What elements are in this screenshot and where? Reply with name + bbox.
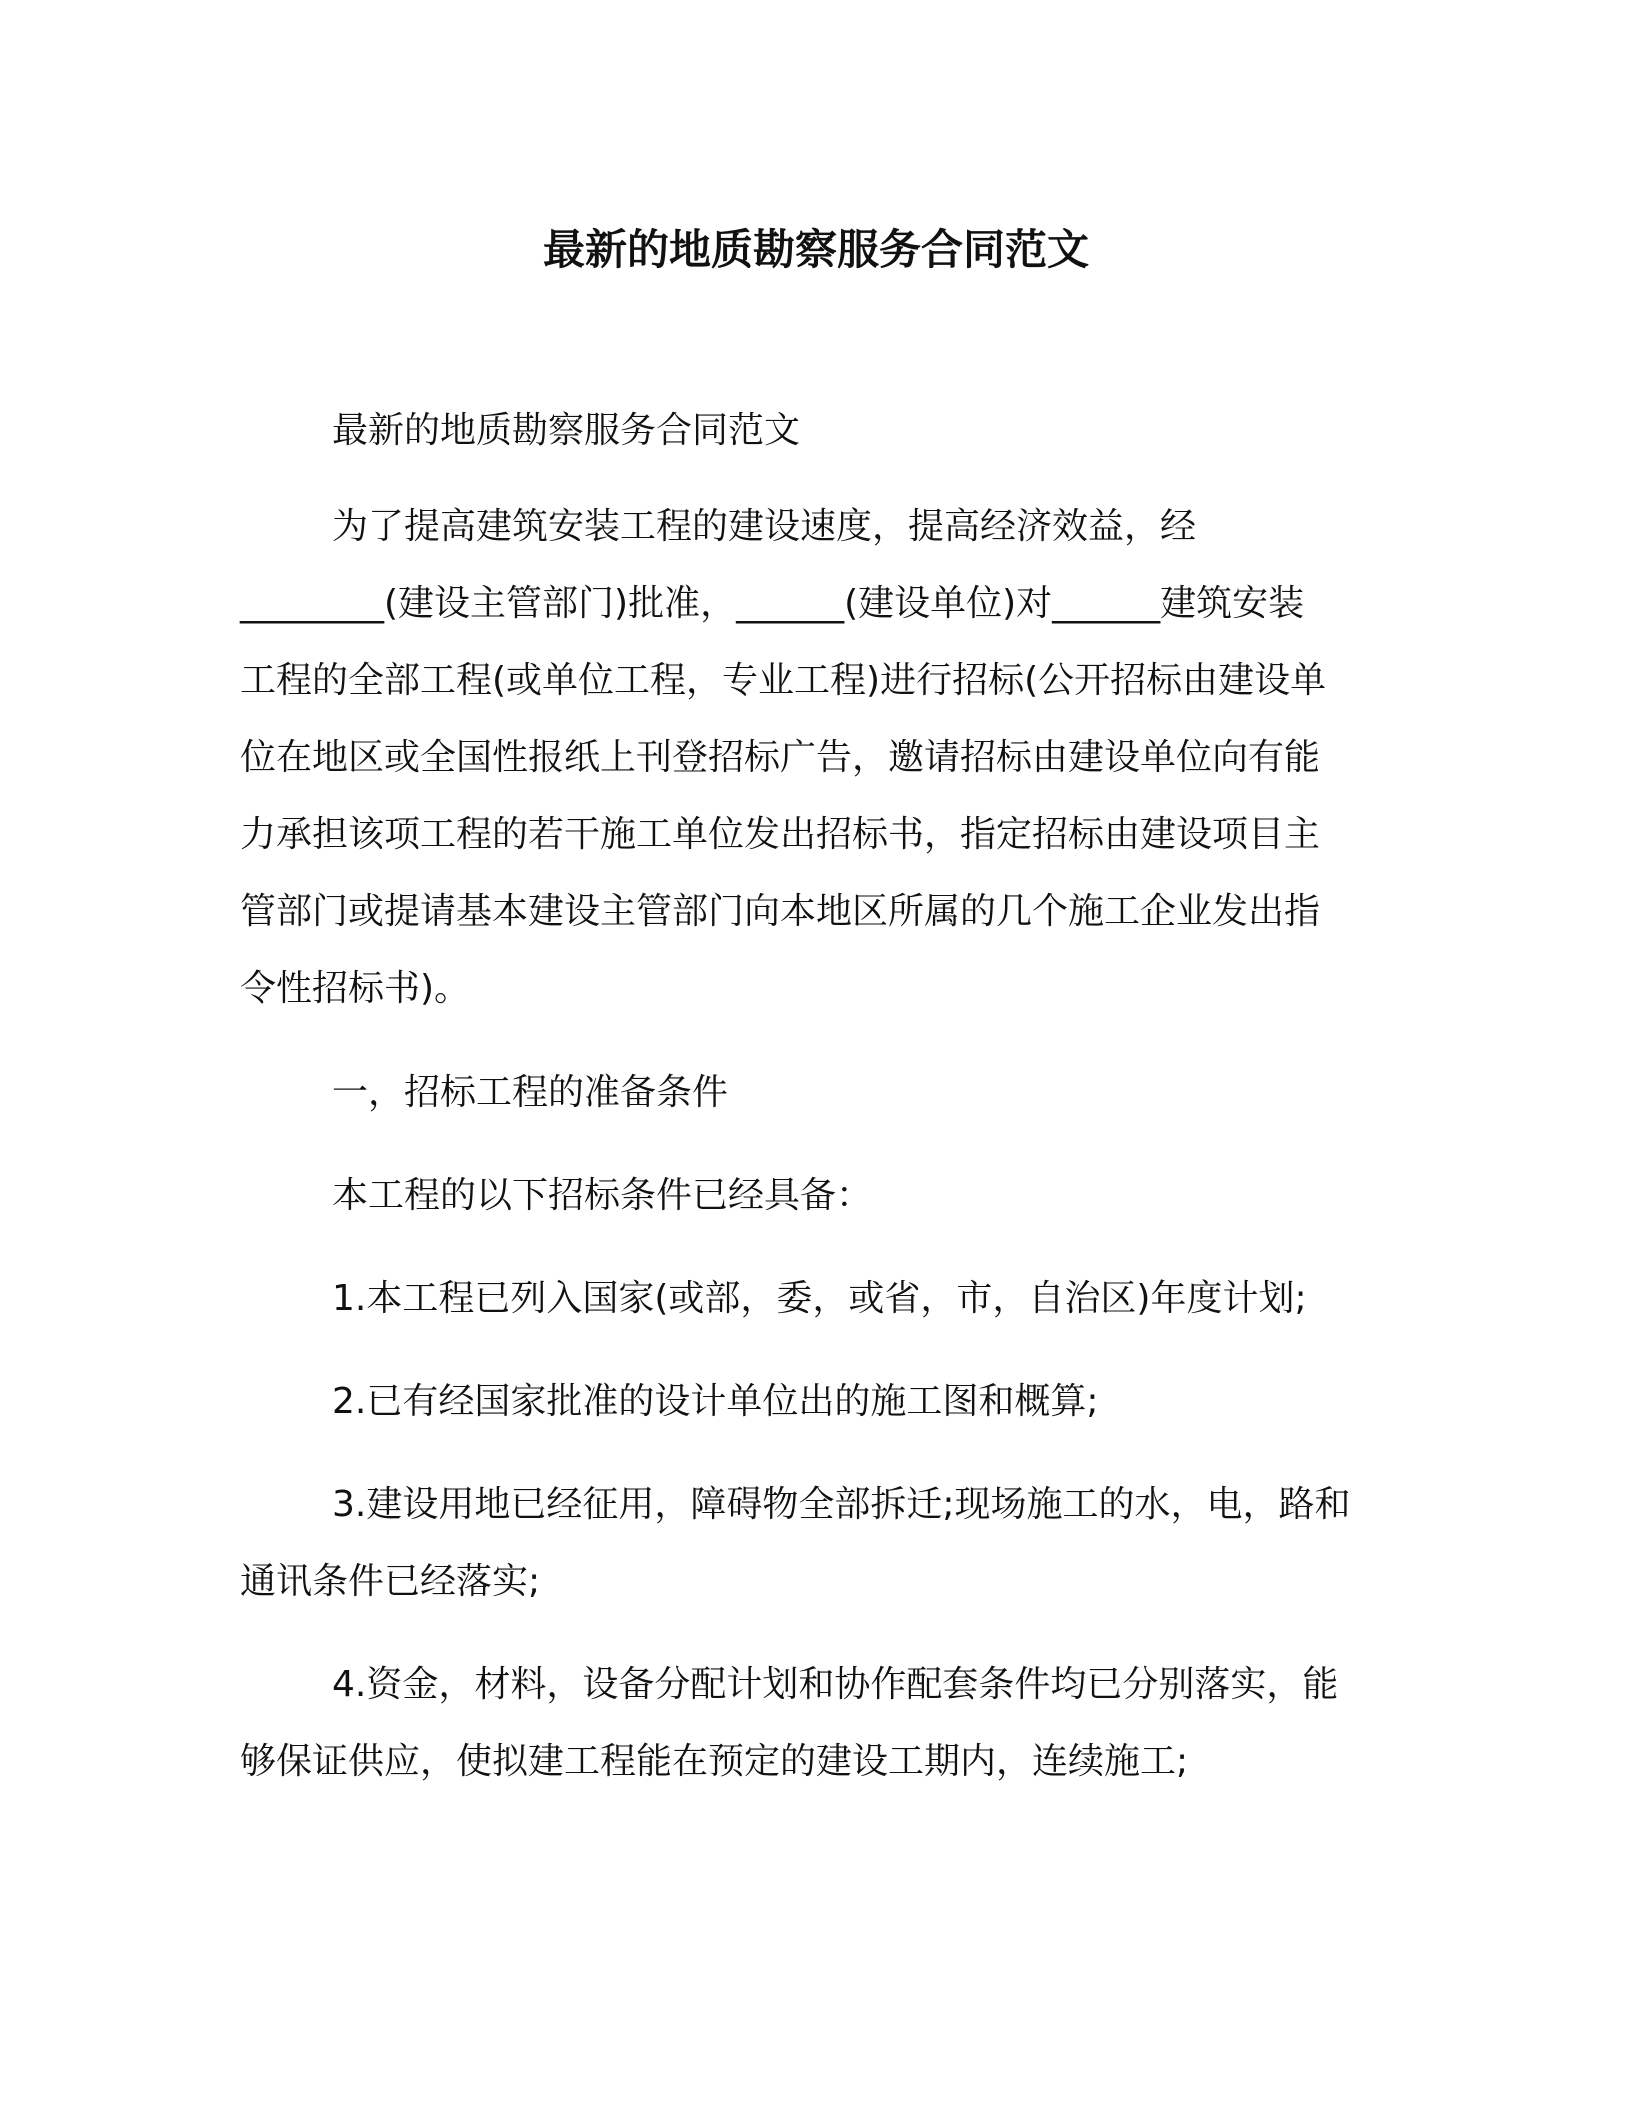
list-item-2: 2.已有经国家批准的设计单位出的施工图和概算; — [332, 1381, 1099, 1422]
list-item-1: 1.本工程已列入国家(或部，委，或省，市，自治区)年度计划; — [332, 1278, 1307, 1319]
intro-line: 为了提高建筑安装工程的建设速度，提高经济效益，经 — [332, 506, 1197, 547]
intro-line: 位在地区或全国性报纸上刊登招标广告，邀请招标由建设单位向有能 — [240, 737, 1321, 778]
list-item-line: 够保证供应，使拟建工程能在预定的建设工期内，连续施工; — [240, 1741, 1189, 1782]
list-item-line: 4.资金，材料，设备分配计划和协作配套条件均已分别落实，能 — [332, 1664, 1339, 1705]
intro-line: 工程的全部工程(或单位工程，专业工程)进行招标(公开招标由建设单 — [240, 660, 1327, 701]
intro-line: 管部门或提请基本建设主管部门向本地区所属的几个施工企业发出指 — [240, 891, 1321, 932]
intro-line: ________(建设主管部门)批准，______(建设单位)对______建筑安装 — [240, 583, 1305, 624]
document-subtitle: 最新的地质勘察服务合同范文 — [332, 410, 801, 451]
document-title: 最新的地质勘察服务合同范文 — [542, 225, 1089, 274]
intro-line: 力承担该项工程的若干施工单位发出招标书，指定招标由建设项目主 — [240, 814, 1321, 855]
list-item-line: 通讯条件已经落实; — [240, 1561, 541, 1602]
section-intro: 本工程的以下招标条件已经具备： — [332, 1175, 873, 1216]
intro-line: 令性招标书)。 — [240, 968, 471, 1009]
list-item-4 — [240, 1646, 1390, 1800]
list-item-line: 3.建设用地已经征用，障碍物全部拆迁;现场施工的水，电，路和 — [332, 1484, 1351, 1525]
section-heading: 一，招标工程的准备条件 — [332, 1072, 729, 1113]
list-item-3 — [240, 1466, 1390, 1620]
intro-paragraph — [240, 488, 1390, 1027]
